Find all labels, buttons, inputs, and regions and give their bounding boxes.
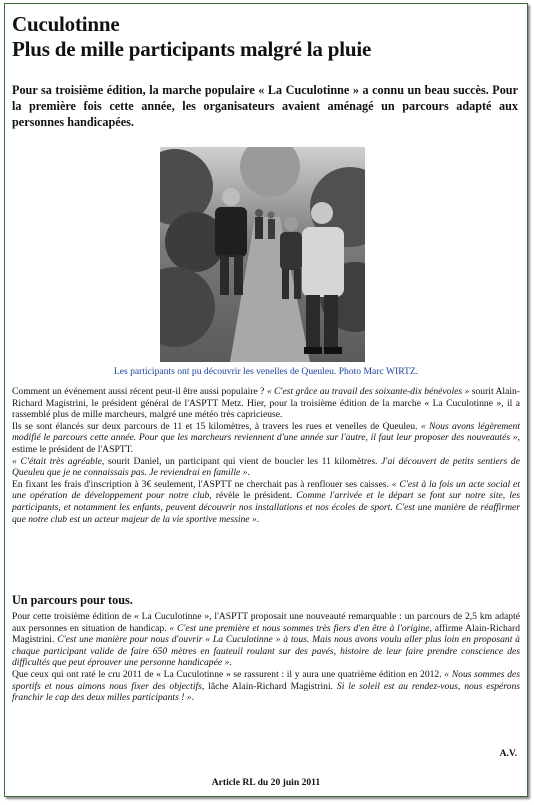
lead-paragraph: Pour sa troisième édition, la marche populaire « La Cuculotinne » a connu un beau succès. Pour la première fois cette année, les organisateurs avaient aménagé un parcours adapté aux personnes handicapées. — [12, 83, 518, 129]
paragraph-1: Comment un événement aussi récent peut-il être aussi populaire ? « C'est grâce au travail des soixante-dix bénévoles » sourit Alain-Richard Magistrini, le président général de l'ASPTT Metz. Hier, pour la troisième édition de la marche « La Cuculotinne », il a rassemblé plus de mille marcheurs, malgré une météo très capricieuse. — [12, 386, 520, 421]
section-heading: Un parcours pour tous. — [12, 593, 133, 607]
article-body-1 — [12, 386, 520, 525]
article-body-2 — [12, 611, 520, 704]
paragraph-4: En fixant les frais d'inscription à 3€ seulement, l'ASPTT ne cherchait pas à renflouer ses caisses. « C'est à la fois un acte social et une opération de développement pour notre club, révèle le président. Comme l'arrivée et le départ se font sur notre site, les participants, et notamment les enfants, peuvent découvrir nos installations et nos écoles de sport. C'est une manière de réaffirmer que notre club est un acteur majeur de la vie sportive messine ». — [12, 478, 520, 525]
title-line-1: Cuculotinne — [12, 12, 120, 36]
paragraph-5: Pour cette troisième édition de « La Cuculotinne », l'ASPTT proposait une nouveauté remarquable : un parcours de 2,5 km adapté aux personnes en situation de handicap. « C'est une première et nous sommes très fiers d'en être à l'origine, affirme Alain-Richard Magistrini. C'est une manière pour nous d'ouvrir « La Cuculotinne » à tous. Mais nous avons voulu aller plus loin en proposant à chaque participant valide de faire 650 mètres en fauteuil roulant sur des pavés, histoire de leur faire prendre conscience des difficultés que peut éprouver une personne handicapée ». — [12, 611, 520, 669]
title-line-2: Plus de mille participants malgré la pluie — [12, 37, 372, 61]
paragraph-3: « C'était très agréable, sourit Daniel, un participant qui vient de boucler les 11 kilomètres. J'ai découvert de petits sentiers de Queuleu que je ne connaissais pas. Je reviendrai en famille ». — [12, 455, 520, 479]
photo-caption: Les participants ont pu découvrir les venelles de Queuleu. Photo Marc WIRTZ. — [113, 366, 419, 377]
author-signature: A.V. — [499, 748, 517, 759]
article-page — [4, 3, 528, 797]
article-title — [12, 12, 371, 62]
paragraph-6: Que ceux qui ont raté le cru 2011 de « La Cuculotinne » se rassurent : il y aura une quatrième édition en 2012. « Nous sommes des sportifs et nous aimons nous fixer des objectifs, lâche Alain-Richard Magistrini. Si le soleil est au rendez-vous, nous espérons franchir le cap des deux milles participants ! ». — [12, 668, 520, 704]
article-source: Article RL du 20 juin 2011 — [211, 777, 321, 788]
paragraph-2: Ils se sont élancés sur deux parcours de 11 et 15 kilomètres, à travers les rues et venelles de Queuleu. « Nous avons légèrement modifié le parcours cette année. Pour que les marcheurs reviennent d'une année sur l'autre, il faut leur proposer des nouveautés », estime le président de l'ASPTT. — [12, 420, 520, 455]
article-photo — [160, 147, 365, 362]
